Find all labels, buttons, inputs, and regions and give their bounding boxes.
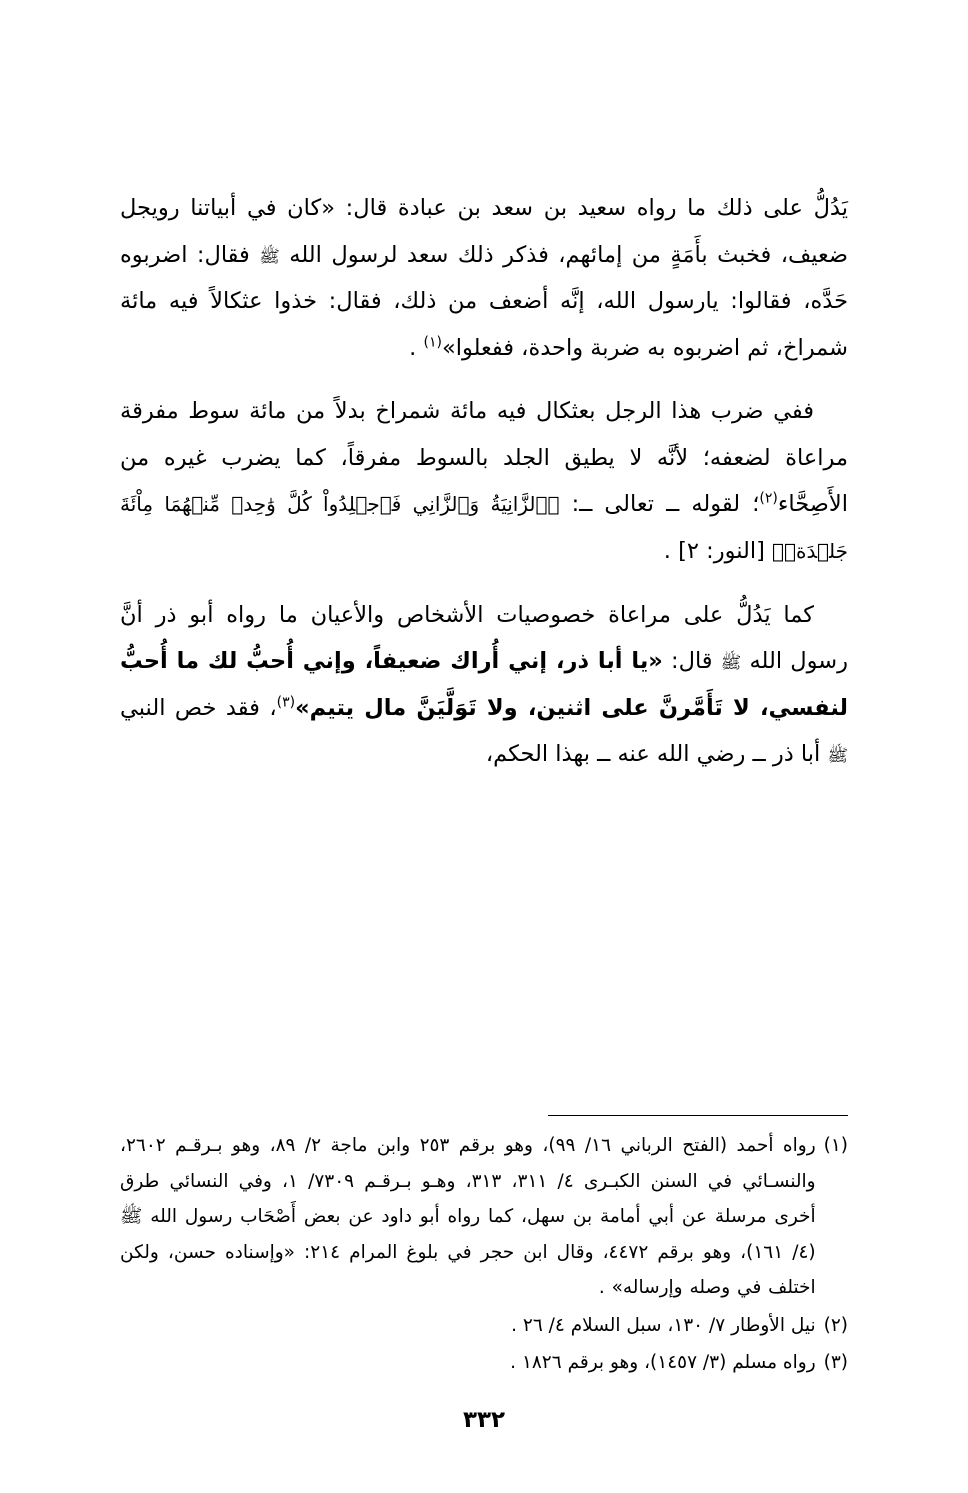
footnote-item — [120, 1308, 848, 1344]
hadith-quote: «يا أبا ذر، إني أُراك ضعيفاً، وإني أُحبُّ لك ما أُحبُّ لنفسي، لا تَأَمَّرنَّ على اثنين، ولا تَوَلَّيَنَّ مال يتيم» — [120, 648, 848, 721]
footnote-item — [120, 1345, 848, 1381]
sallallahu-glyph: ﷺ — [827, 746, 848, 767]
paragraph-3-text-end: أبا ذر ــ رضي الله عنه ــ بهذا الحكم، — [485, 741, 828, 768]
footnote-ref-3[interactable]: (٣) — [276, 694, 296, 711]
paragraph-1-tail: . — [409, 334, 424, 361]
paragraph-2-text-before: ففي ضرب هذا الرجل بعثكال فيه مائة شمراخ بدلاً من مائة سوط مفرقة مراعاة لضعفه؛ لأنَّه لا يطيق الجلد بالسوط مفرقاً، كما يضرب غيره من الأَصِحَّاء — [120, 398, 848, 518]
paragraph-2-tail: [النور: ٢] . — [663, 537, 773, 564]
footnote-ref-1[interactable]: (١) — [423, 334, 442, 351]
paragraph-2-text-after: ؛ لقوله ــ تعالى ــ: — [559, 491, 760, 518]
page-body — [120, 185, 848, 795]
quran-verse: ﴿ٱلزَّانِيَةُ وَٱلزَّانِي فَٱجۡلِدُواْ كُلَّ وَٰحِدٖ مِّنۡهُمَا مِاْئَةَ جَلۡدَةٖ﴾ — [120, 492, 848, 563]
footnote-item — [120, 1128, 848, 1306]
footnote-separator — [548, 1115, 848, 1116]
sallallahu-glyph: ﷺ — [259, 246, 280, 267]
footnote-number: (٣) — [823, 1352, 848, 1374]
footnote-text: رواه مسلم (٣/ ١٤٥٧)، وهو برقم ١٨٢٦ . — [510, 1352, 816, 1374]
footnote-list — [120, 1128, 848, 1381]
footnote-number: (٢) — [823, 1314, 848, 1336]
footnote-ref-2[interactable]: (٢) — [759, 490, 778, 507]
paragraph-3-text-mid: قال: — [662, 648, 721, 675]
paragraph-2 — [120, 388, 848, 574]
paragraph-3 — [120, 592, 848, 778]
footnote-area — [120, 1115, 848, 1433]
footnote-text: رواه أحمد (الفتح الرباني ١٦/ ٩٩)، وهو برقم ٢٥٣ وابن ماجة ٢/ ٨٩، وهو بـرقـم ٢٦٠٢، والنسـائي في السنن الكبـرى ٤/ ٣١١، ٣١٣، وهـو بـرقـم ٧٣٠٩/ ١، وفي النسائي طرق أخرى مرسلة عن أبي أمامة بن سهل، كما رواه أبو داود عن بعض أَصْحَاب رسول الله ﷺ (٤/ ١٦١)، وهو برقم ٤٤٧٢، وقال ابن حجر في بلوغ المرام ٢١٤: «وإسناده حسن، ولكن اختلف في وصله وإرساله» . — [120, 1135, 816, 1299]
paragraph-1-text-before: يَدُلُّ على ذلك ما رواه سعيد بن سعد بن عبادة قال: «كان في أبياتنا رويجل ضعيف، فخبث بأَمَةٍ من إمائهم، فذكر ذلك سعد لرسول الله — [120, 195, 849, 268]
sallallahu-glyph: ﷺ — [720, 653, 742, 674]
paragraph-3-text-before: كما يَدُلُّ على مراعاة خصوصيات الأشخاص والأعيان ما رواه أبو ذر أنَّ رسول الله — [120, 601, 849, 675]
footnote-text: نيل الأوطار ٧/ ١٣٠، سبل السلام ٤/ ٢٦ . — [511, 1314, 816, 1336]
footnote-number: (١) — [823, 1135, 848, 1157]
paragraph-1-text-after: فقال: اضربوه حَدَّه، فقالوا: يارسول الله، إنَّه أضعف من ذلك، فقال: خذوا عثكالاً فيه مائة شمراخ، ثم اضربوه به ضربة واحدة، ففعلوا» — [120, 241, 848, 361]
paragraph-1 — [120, 185, 848, 371]
paragraph-3-text-after: ، فقد خص النبي — [120, 694, 277, 721]
page-number: ٣٣٢ — [462, 1407, 506, 1433]
